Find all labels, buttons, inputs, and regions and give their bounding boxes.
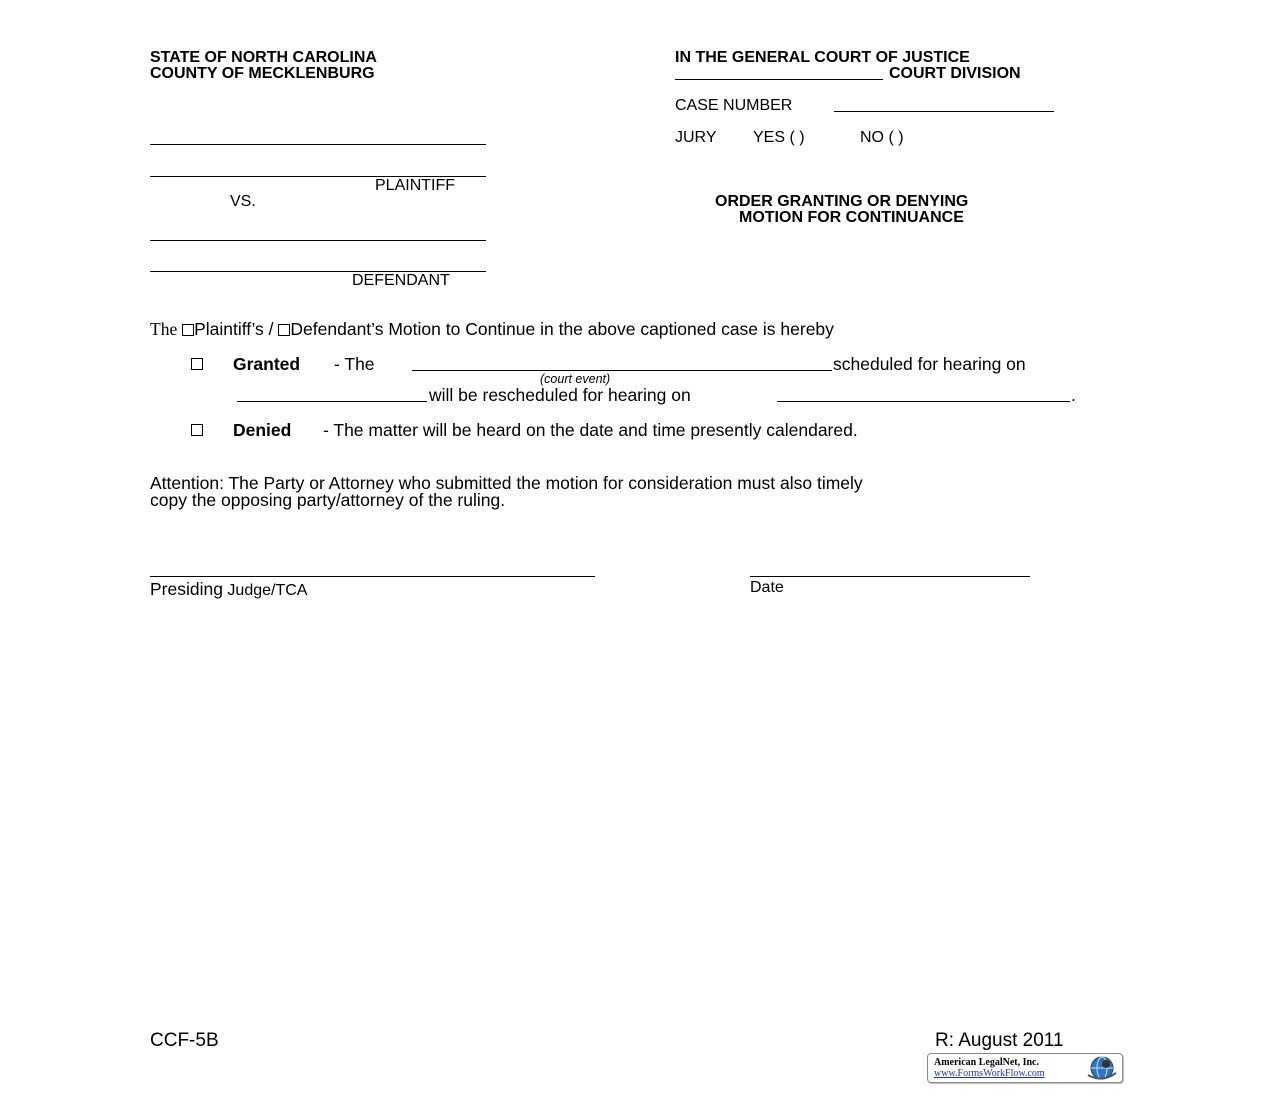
intro-defendant: Defendant’s Motion to Continue in the above captioned case is hereby bbox=[290, 319, 834, 339]
intro-the: The bbox=[150, 319, 178, 339]
american-legalnet-logo[interactable] bbox=[927, 1053, 1123, 1083]
attention-line-1: Attention: The Party or Attorney who submitted the motion for consideration must also timely bbox=[150, 473, 863, 493]
denied-checkbox[interactable] bbox=[191, 424, 203, 436]
defendant-checkbox[interactable] bbox=[278, 324, 290, 336]
jury-yes-option[interactable]: YES ( ) bbox=[753, 129, 805, 146]
scheduled-text: scheduled for hearing on bbox=[833, 354, 1026, 374]
rescheduled-text: will be rescheduled for hearing on bbox=[429, 385, 691, 405]
court-event-field[interactable] bbox=[412, 370, 832, 371]
court-name: IN THE GENERAL COURT OF JUSTICE bbox=[675, 49, 970, 66]
date-signature-line[interactable] bbox=[750, 576, 1030, 577]
logo-url[interactable]: www.FormsWorkFlow.com bbox=[934, 1068, 1045, 1079]
globe-icon bbox=[1084, 1055, 1120, 1081]
case-number-label: CASE NUMBER bbox=[675, 97, 793, 114]
plaintiff-label: PLAINTIFF bbox=[375, 177, 456, 194]
granted-checkbox[interactable] bbox=[191, 358, 203, 370]
denied-text: - The matter will be heard on the date and time presently calendared. bbox=[323, 420, 858, 440]
jury-no-option[interactable]: NO ( ) bbox=[860, 129, 904, 146]
court-division-field[interactable] bbox=[675, 79, 883, 80]
rescheduled-period: . bbox=[1071, 385, 1076, 405]
motion-intro bbox=[150, 320, 834, 338]
revision-date: R: August 2011 bbox=[935, 1030, 1064, 1051]
judge-label-presiding: Presiding bbox=[150, 579, 223, 599]
judge-signature-line[interactable] bbox=[150, 576, 595, 577]
judge-label-tca: Judge/TCA bbox=[227, 582, 308, 599]
court-event-caption: (court event) bbox=[540, 372, 611, 386]
case-number-field[interactable] bbox=[834, 111, 1054, 112]
plaintiff-checkbox[interactable] bbox=[182, 324, 194, 336]
logo-name: American LegalNet, Inc. bbox=[934, 1057, 1039, 1068]
order-title-line-1: ORDER GRANTING OR DENYING bbox=[715, 193, 969, 210]
jury-label: JURY bbox=[675, 129, 717, 146]
defendant-label: DEFENDANT bbox=[352, 272, 450, 289]
intro-plaintiff: Plaintiff’s / bbox=[194, 319, 274, 339]
defendant-line-1[interactable] bbox=[150, 240, 486, 241]
new-hearing-date-field[interactable] bbox=[777, 401, 1070, 402]
vs-label: VS. bbox=[230, 193, 256, 210]
court-division-label: COURT DIVISION bbox=[889, 65, 1021, 82]
state-name: STATE OF NORTH CAROLINA bbox=[150, 49, 377, 66]
date-label: Date bbox=[750, 579, 784, 596]
order-title-line-2: MOTION FOR CONTINUANCE bbox=[739, 209, 964, 226]
form-id: CCF-5B bbox=[150, 1030, 219, 1051]
county-name: COUNTY OF MECKLENBURG bbox=[150, 65, 375, 82]
judge-label bbox=[150, 579, 307, 600]
granted-label: Granted bbox=[233, 354, 301, 374]
attention-line-2: copy the opposing party/attorney of the ruling. bbox=[150, 490, 506, 510]
granted-the-text: - The bbox=[334, 354, 375, 374]
denied-label: Denied bbox=[233, 420, 292, 440]
plaintiff-line-1[interactable] bbox=[150, 144, 486, 145]
original-date-field[interactable] bbox=[237, 401, 427, 402]
